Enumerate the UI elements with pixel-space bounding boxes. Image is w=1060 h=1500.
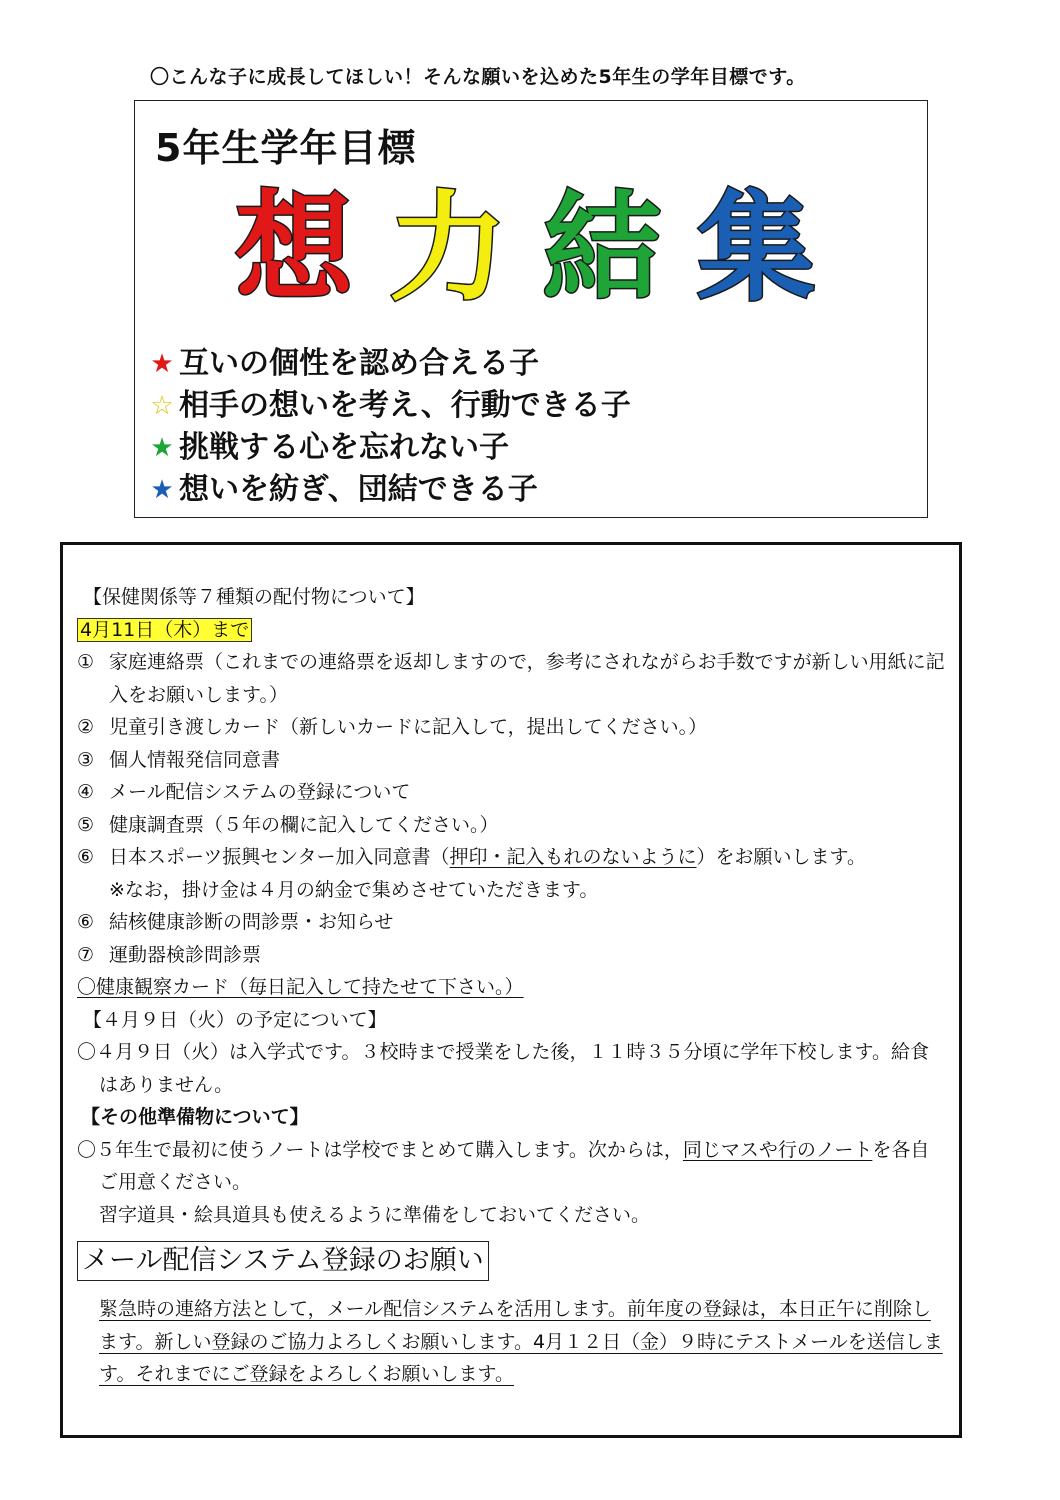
- health-card-line: 〇健康観察カード（毎日記入して持たせて下さい。）: [77, 976, 524, 998]
- motto-char-1: 想: [235, 178, 354, 317]
- list-item: ④ メール配信システムの登録について: [77, 781, 411, 803]
- goal-item: [147, 469, 631, 511]
- list-item: ⑦ 運動器検診問診票: [77, 943, 262, 966]
- goal-item: [147, 343, 631, 385]
- goal-list: [147, 343, 631, 511]
- supplies-text: 〇５年生で最初に使うノートは学校でまとめて購入します。次からは，同じマスや行のノートを各自ご用意ください。: [77, 1138, 930, 1193]
- supplies-heading: 【その他準備物について】: [81, 1106, 309, 1128]
- mail-section-body: 緊急時の連絡方法として，メール配信システムを活用します。前年度の登録は，本日正午に削除します。新しい登録のご協力よろしくお願いします。4月１２日（金）９時にテストメールを送信します。それまでにご登録をよろしくお願いします。: [99, 1298, 943, 1385]
- supplies-line2: 習字道具・絵具道具も使えるように準備をしておいてください。: [99, 1203, 651, 1226]
- list-item: ① 家庭連絡票（これまでの連絡票を返却しますので，参考にされながらお手数ですが新しい用紙に記入をお願いします。）: [77, 651, 945, 706]
- intro-text: 〇こんな子に成長してほしい！そんな願いを込めた5年生の学年目標です。: [150, 66, 806, 88]
- goal-item: [147, 385, 631, 427]
- motto-char-2: 力: [388, 178, 507, 317]
- goal-title: 5年生学年目標: [155, 126, 417, 170]
- goal-text: 相手の想いを考え、行動できる子: [179, 388, 631, 423]
- item-note: ※なお，掛け金は４月の納金で集めさせていただきます。: [109, 878, 599, 901]
- grade-goal-box: [134, 100, 928, 518]
- motto-char-4: 集: [696, 178, 815, 317]
- list-item: ② 児童引き渡しカード（新しいカードに記入して，提出してください。）: [77, 716, 708, 738]
- star-icon: ★: [150, 475, 174, 505]
- notice-box: [60, 542, 962, 1438]
- list-item: ⑤ 健康調査票（５年の欄に記入してください。）: [77, 813, 499, 836]
- goal-item: [147, 427, 631, 469]
- distribution-heading: 【保健関係等７種類の配付物について】: [83, 586, 425, 608]
- motto: [235, 173, 815, 323]
- mail-section-title: メール配信システム登録のお願い: [77, 1241, 489, 1281]
- star-icon: ★: [150, 349, 174, 379]
- list-item: ③ 個人情報発信同意書: [77, 748, 281, 771]
- motto-char-3: 結: [542, 178, 661, 317]
- deadline-badge: 4月11日（木）まで: [77, 618, 252, 642]
- schedule-text: 〇４月９日（火）は入学式です。３校時まで授業をした後，１１時３５分頃に学年下校します。給食はありません。: [77, 1041, 929, 1096]
- list-item: ⑥ 日本スポーツ振興センター加入同意書（押印・記入もれのないように）をお願いします。: [77, 846, 866, 868]
- schedule-heading: 【４月９日（火）の予定について】: [83, 1008, 387, 1031]
- star-icon: ★: [150, 433, 174, 463]
- goal-text: 挑戦する心を忘れない子: [179, 430, 509, 465]
- goal-text: 想いを紡ぎ、団結できる子: [179, 472, 538, 507]
- list-item: ⑥ 結核健康診断の問診票・お知らせ: [77, 911, 394, 933]
- star-outline-icon: ☆: [150, 391, 174, 421]
- goal-text: 互いの個性を認め合える子: [179, 346, 539, 381]
